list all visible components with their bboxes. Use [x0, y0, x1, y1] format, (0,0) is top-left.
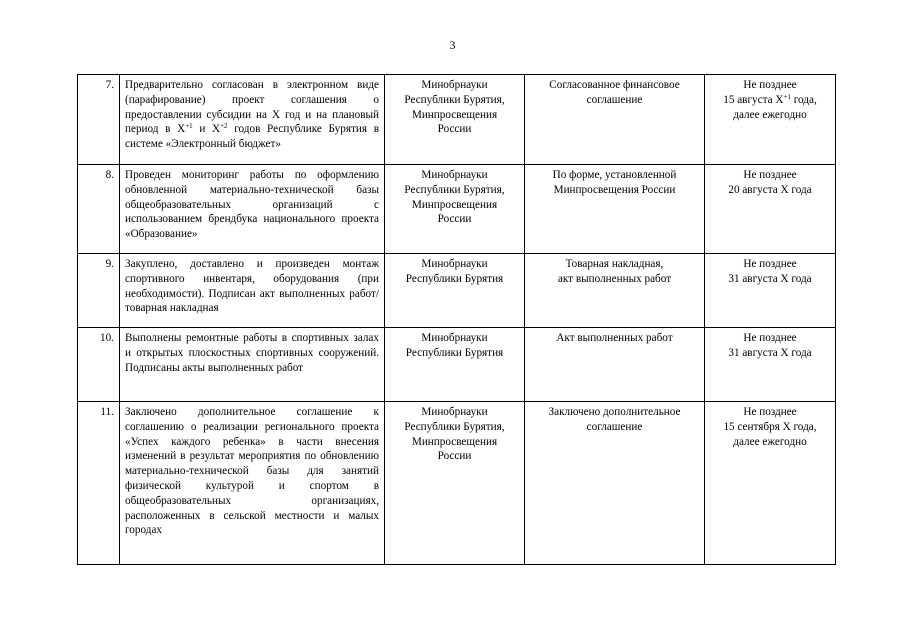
- activity-description: Закуплено, доставлено и произведен монтаж спортивного инвентаря, оборудования (при необходимости). Подписан акт выполненных работ/товарная накладная: [120, 254, 385, 328]
- deadline: Не позднее 15 сентября Х года, далее ежегодно: [705, 402, 836, 565]
- row-number: 8.: [78, 165, 120, 254]
- row-number: 11.: [78, 402, 120, 565]
- deadline: Не позднее 20 августа Х года: [705, 165, 836, 254]
- deadline: Не позднее 31 августа Х года: [705, 254, 836, 328]
- responsible-party: Минобрнауки Республики Бурятия: [385, 328, 525, 402]
- table-row: [78, 254, 836, 328]
- page-number: 3: [449, 38, 456, 52]
- responsible-party: Минобрнауки Республики Бурятия, Минпросвещения России: [385, 75, 525, 165]
- table-row: [78, 165, 836, 254]
- table-row: [78, 328, 836, 402]
- activity-description: Выполнены ремонтные работы в спортивных залах и открытых плоскостных спортивных сооружений. Подписаны акты выполненных работ: [120, 328, 385, 402]
- table-row: [78, 75, 836, 165]
- responsible-party: Минобрнауки Республики Бурятия: [385, 254, 525, 328]
- activity-description: Проведен мониторинг работы по оформлению обновленной материально-технической базы общеобразовательных организаций с использованием брендбука национального проекта «Образование»: [120, 165, 385, 254]
- result-document: Заключено дополнительное соглашение: [525, 402, 705, 565]
- row-number: 10.: [78, 328, 120, 402]
- activity-description: Заключено дополнительное соглашение к соглашению о реализации регионального проекта «Успех каждого ребенка» в части внесения изменений в результат мероприятия по обновлению материально-технической базы для занятий физической культурой и спортом в общеобразовательных организациях, расположенных в сельской местности и малых городах: [120, 402, 385, 565]
- deadline: Не позднее 15 августа $Х^{+1}$ года, далее ежегодно: [705, 75, 836, 165]
- activity-plan-table: [77, 74, 836, 565]
- result-document: Товарная накладная, акт выполненных работ: [525, 254, 705, 328]
- responsible-party: Минобрнауки Республики Бурятия, Минпросвещения России: [385, 165, 525, 254]
- result-document: По форме, установленной Минпросвещения России: [525, 165, 705, 254]
- row-number: 7.: [78, 75, 120, 165]
- activity-description: Предварительно согласован в электронном виде (парафирование) проект соглашения о предоставлении субсидии на Х год и на плановый период в $Х^{+1}$ и $Х^{+2}$ годов Республике Бурятия в системе «Электронный бюджет»: [120, 75, 385, 165]
- responsible-party: Минобрнауки Республики Бурятия, Минпросвещения России: [385, 402, 525, 565]
- table-row: [78, 402, 836, 565]
- result-document: Согласованное финансовое соглашение: [525, 75, 705, 165]
- result-document: Акт выполненных работ: [525, 328, 705, 402]
- row-number: 9.: [78, 254, 120, 328]
- deadline: Не позднее 31 августа Х года: [705, 328, 836, 402]
